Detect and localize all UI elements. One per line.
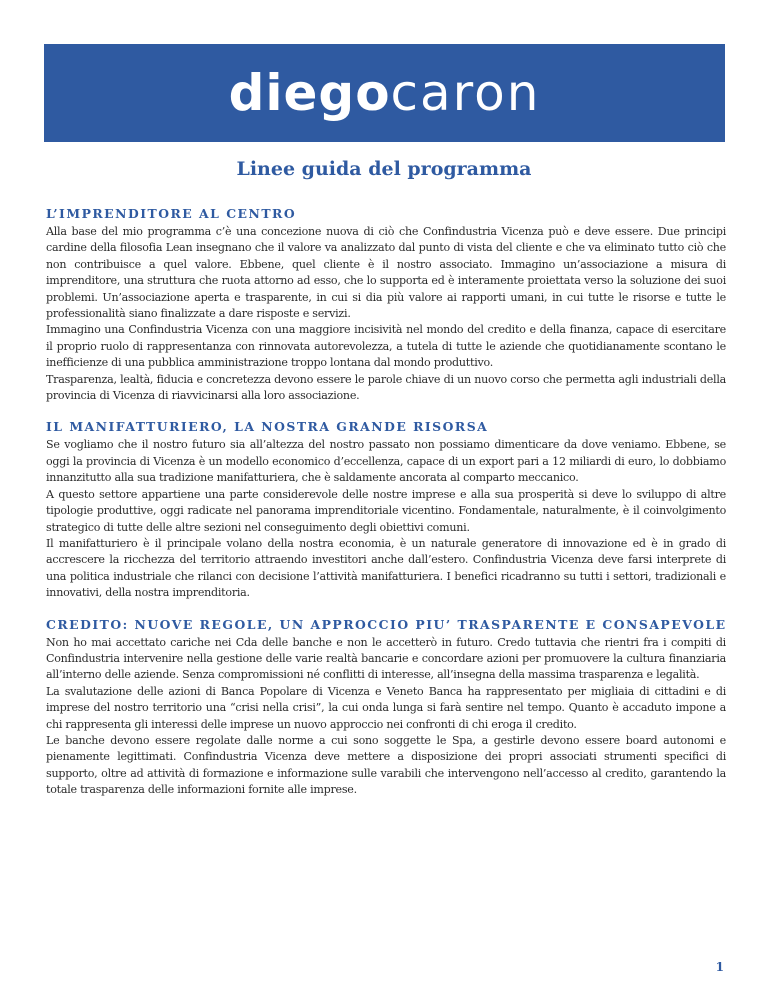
paragraph: La svalutazione delle azioni di Banca Popolare di Vicenza e Veneto Banca ha rappresentato per migliaia di cittadini e di imprese del nostro territorio una “crisi nella crisi”, la cui onda lunga si farà sentire nel tempo. Quanto è accaduto impone a chi rappresenta gli interessi delle imprese un nuovo approccio nei confronti di chi eroga il credito.: [46, 684, 726, 731]
paragraph: Trasparenza, lealtà, fiducia e concretezza devono essere le parole chiave di un nuovo corso che permetta agli industriali della provincia di Vicenza di riavvicinarsi alla loro associazione.: [46, 372, 726, 403]
logo-bold-text: diego: [228, 64, 391, 122]
section-heading: L’IMPRENDITORE AL CENTRO: [46, 206, 297, 221]
paragraph: Le banche devono essere regolate dalle norme a cui sono soggette le Spa, a gestirle devono essere board autonomi e pienamente legittimati. Confindustria Vicenza deve mettere a disposizione dei propri associati strumenti specifici di supporto, oltre ad attività di formazione e informazione sulle varabili che intervengono nell’accesso al credito, garantendo la totale trasparenza delle informazioni fornite alle imprese.: [46, 733, 726, 797]
page-title: Linee guida del programma: [236, 158, 532, 180]
logo: [228, 64, 541, 122]
paragraph: Il manifatturiero è il principale volano della nostra economia, è un naturale generatore di innovazione ed è in grado di accrescere la ricchezza del territorio attraendo investitori anche dall’estero. Confindustria Vicenza deve farsi interprete di una politica industriale che rilanci con decisione l’attività manifatturiera. I benefici ricadranno su tutti i settori, tradizionali e innovativi, della nostra imprenditoria.: [46, 536, 726, 600]
paragraph: A questo settore appartiene una parte considerevole delle nostre imprese e alla sua prosperità si deve lo sviluppo di altre tipologie produttive, oggi radicate nel panorama imprenditoriale vicentino. Fondamentale, naturalmente, è il coinvolgimento strategico di tutte delle altre sezioni nel conseguimento degli obiettivi comuni.: [46, 487, 726, 534]
section-credito: [46, 616, 726, 799]
paragraph: Se vogliamo che il nostro futuro sia all’altezza del nostro passato non possiamo dimenticare da dove veniamo. Ebbene, se oggi la provincia di Vicenza è un modello economico d’eccellenza, capace di un export pari a 12 miliardi di euro, lo dobbiamo innanzitutto alla sua tradizione manifatturiera, che è saldamente ancorata al comparto meccanico.: [46, 438, 726, 485]
section-imprenditore: [46, 205, 726, 404]
paragraph: Immagino una Confindustria Vicenza con una maggiore incisività nel mondo del credito e della finanza, capace di esercitare il proprio ruolo di rappresentanza con rinnovata autorevolezza, a tutela di tutte le aziende che quotidianamente scontano le inefficienze di una pubblica amministrazione troppo lontana dal mondo produttivo.: [46, 323, 726, 370]
paragraph: Alla base del mio programma c’è una concezione nuova di ciò che Confindustria Vicenza può e deve essere. Due principi cardine della filosofia Lean insegnano che il valore va analizzato dal punto di vista del cliente e che va eliminato tutto ciò che non contribuisce a quel valore. Ebbene, quel cliente è il nostro associato. Immagino un’associazione a misura di imprenditore, una struttura che ruota attorno ad esso, che lo supporta ed è interamente proiettata verso la soluzione dei suoi problemi. Un’associazione aperta e trasparente, in cui si dia più valore ai rapporti umani, in cui tutte le risorse e tutte le professionalità siano finalizzate a dare risposte e servizi.: [46, 225, 726, 321]
header-banner: [44, 44, 725, 142]
paragraph: Non ho mai accettato cariche nei Cda delle banche e non le accetterò in futuro. Credo tuttavia che rientri fra i compiti di Confindustria intervenire nella gestione delle varie realtà bancarie e concordare azioni per promuovere la cultura finanziaria all’interno delle aziende. Senza compromissioni né conflitti di interesse, all’insegna della massima trasparenza e legalità.: [46, 635, 726, 682]
section-heading: IL MANIFATTURIERO, LA NOSTRA GRANDE RISORSA: [46, 419, 489, 435]
section-heading: CREDITO: NUOVE REGOLE, UN APPROCCIO PIU’ TRASPARENTE E CONSAPEVOLE: [46, 616, 727, 632]
page-number: 1: [715, 960, 724, 974]
logo-light-text: caron: [390, 64, 541, 122]
document-body: [46, 205, 726, 813]
section-manifatturiero: [46, 418, 726, 601]
